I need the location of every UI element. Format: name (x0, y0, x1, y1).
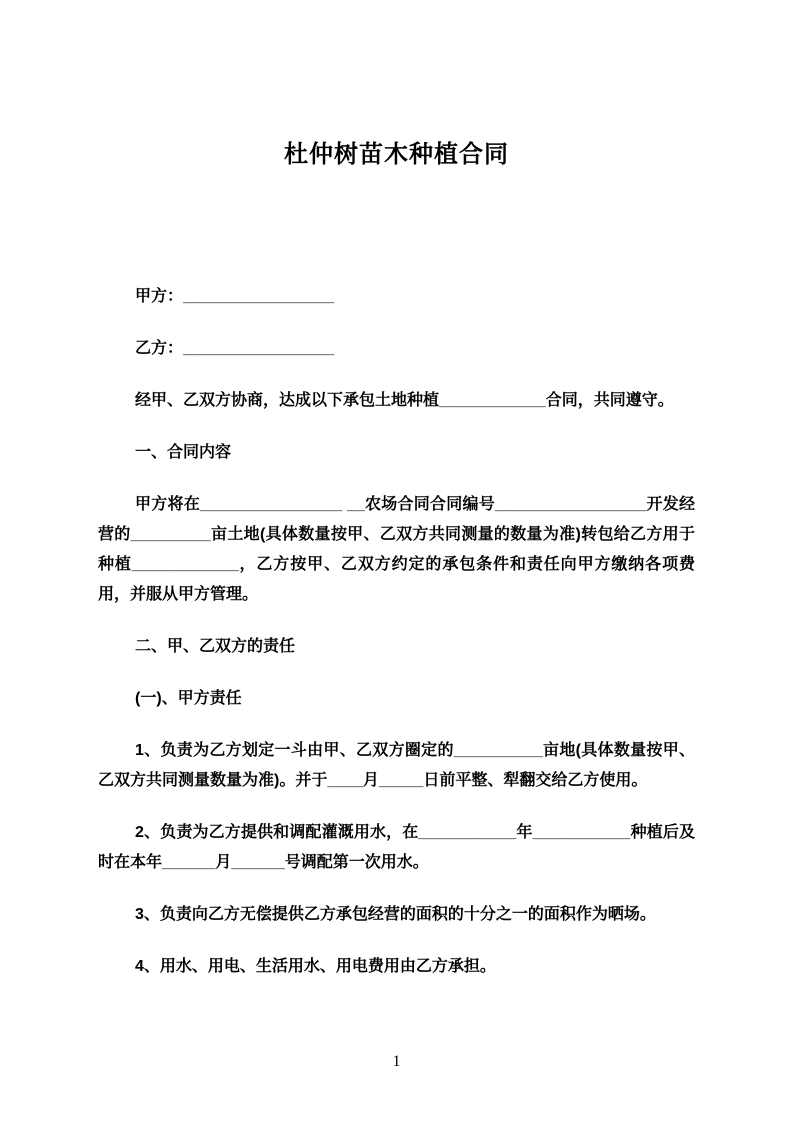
clause-4: 4、用水、用电、生活用水、用电费用由乙方承担。 (135, 958, 496, 975)
subsection-a-heading: (一)、甲方责任 (135, 690, 242, 707)
section-1-body: 甲方将在________________ __农场合同合同编号_________________开发经营的_________亩土地(具体数量按甲、乙双方共同测量的数量为准)转包给乙方用于种植____________，乙方按甲、乙双方约定的承包条件和责任向甲方缴纳各项费用，并服从甲方管理。 (98, 496, 695, 603)
clause-3: 3、负责向乙方无偿提供乙方承包经营的面积的十分之一的面积作为晒场。 (135, 906, 656, 923)
section-2-heading: 二、甲、乙双方的责任 (135, 638, 296, 655)
clause-2: 2、负责为乙方提供和调配灌溉用水，在___________年___________种植后及时在本年______月______号调配第一次用水。 (98, 824, 695, 871)
section-1-heading: 一、合同内容 (135, 444, 232, 461)
party-b-line: 乙方：_________________ (135, 340, 335, 357)
preamble-paragraph: 经甲、乙双方协商，达成以下承包土地种植____________合同，共同遵守。 (135, 392, 674, 409)
page-number: 1 (392, 1053, 401, 1070)
clause-1: 1、负责为乙方划定一斗由甲、乙双方圈定的__________亩地(具体数量按甲、乙双方共同测量数量为准)。并于____月_____日前平整、犁翻交给乙方使用。 (98, 742, 695, 789)
document-title: 杜仲树苗木种植合同 (284, 141, 509, 168)
party-a-line: 甲方：_________________ (135, 288, 335, 305)
